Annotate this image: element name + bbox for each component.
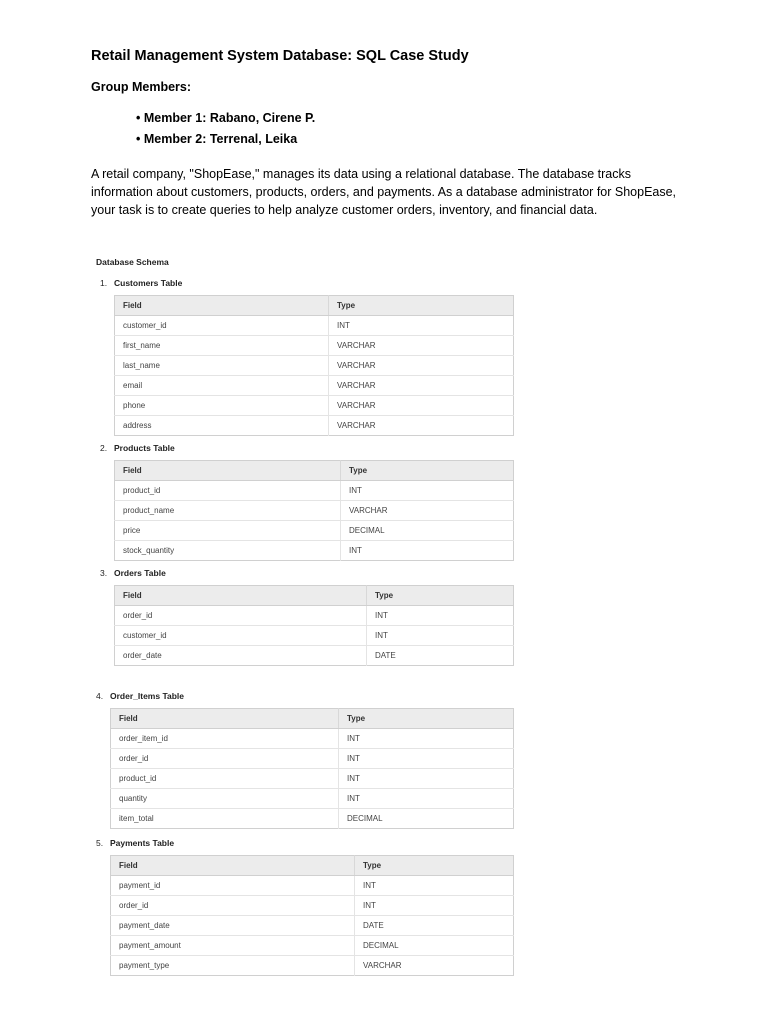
section-number: 1. (100, 278, 108, 288)
field-name-cell: last_name (115, 356, 329, 376)
column-header-type: Type (341, 461, 514, 481)
field-type-cell: INT (339, 789, 514, 809)
section-number: 4. (96, 691, 104, 701)
table-row (111, 769, 514, 789)
field-type-cell: INT (339, 729, 514, 749)
field-type-cell: VARCHAR (329, 396, 514, 416)
column-header-type: Type (367, 586, 514, 606)
field-name-cell: order_id (111, 749, 339, 769)
table-row (115, 396, 514, 416)
section-title-payments (96, 838, 174, 848)
section-label: Orders Table (114, 568, 166, 578)
table-header-row (111, 709, 514, 729)
field-type-cell: VARCHAR (329, 356, 514, 376)
table-row (115, 521, 514, 541)
column-header-type: Type (339, 709, 514, 729)
column-header-field: Field (111, 856, 355, 876)
table-row (111, 809, 514, 829)
field-name-cell: email (115, 376, 329, 396)
order-items-table (110, 708, 514, 829)
intro-paragraph: A retail company, "ShopEase," manages its data using a relational database. The database tracks information about customers, products, orders, and payments. As a database administrator for ShopEase, your task is to create queries to help analyze customer orders, inventory, and financial data. (91, 167, 677, 217)
field-type-cell: INT (355, 896, 514, 916)
field-name-cell: payment_date (111, 916, 355, 936)
field-name-cell: first_name (115, 336, 329, 356)
field-type-cell: INT (339, 749, 514, 769)
table-header-row (111, 856, 514, 876)
field-type-cell: DECIMAL (339, 809, 514, 829)
section-title-orders (100, 568, 166, 578)
table-row (111, 789, 514, 809)
field-name-cell: phone (115, 396, 329, 416)
column-header-field: Field (111, 709, 339, 729)
field-type-cell: DECIMAL (355, 936, 514, 956)
group-members-label: Group Members: (91, 80, 192, 94)
field-name-cell: customer_id (115, 626, 367, 646)
table-row (115, 606, 514, 626)
field-name-cell: quantity (111, 789, 339, 809)
table-row (115, 541, 514, 561)
field-type-cell: DECIMAL (341, 521, 514, 541)
section-title-products (100, 443, 175, 453)
payments-table (110, 855, 514, 976)
field-name-cell: payment_id (111, 876, 355, 896)
column-header-field: Field (115, 586, 367, 606)
table-row (115, 501, 514, 521)
field-name-cell: order_id (111, 896, 355, 916)
field-type-cell: INT (341, 541, 514, 561)
field-type-cell: INT (329, 316, 514, 336)
section-title-order-items (96, 691, 184, 701)
table-row (115, 646, 514, 666)
column-header-field: Field (115, 296, 329, 316)
field-name-cell: customer_id (115, 316, 329, 336)
table-row (115, 376, 514, 396)
field-name-cell: price (115, 521, 341, 541)
field-type-cell: DATE (367, 646, 514, 666)
section-label: Customers Table (114, 278, 183, 288)
field-type-cell: DATE (355, 916, 514, 936)
section-label: Products Table (114, 443, 175, 453)
table-row (115, 626, 514, 646)
table-row (111, 729, 514, 749)
table-header-row (115, 296, 514, 316)
member-item: • Member 2: Terrenal, Leika (136, 131, 315, 152)
table-row (111, 936, 514, 956)
field-type-cell: INT (339, 769, 514, 789)
column-header-type: Type (329, 296, 514, 316)
products-table (114, 460, 514, 561)
field-type-cell: INT (367, 606, 514, 626)
table-row (111, 896, 514, 916)
field-type-cell: INT (355, 876, 514, 896)
field-type-cell: VARCHAR (341, 501, 514, 521)
section-number: 2. (100, 443, 108, 453)
field-name-cell: order_date (115, 646, 367, 666)
table-row (115, 316, 514, 336)
table-header-row (115, 586, 514, 606)
field-type-cell: INT (367, 626, 514, 646)
table-row (111, 916, 514, 936)
field-name-cell: product_id (111, 769, 339, 789)
table-row (111, 876, 514, 896)
column-header-type: Type (355, 856, 514, 876)
field-name-cell: order_id (115, 606, 367, 626)
customers-table (114, 295, 514, 436)
section-label: Order_Items Table (110, 691, 185, 701)
section-number: 5. (96, 838, 104, 848)
column-header-field: Field (115, 461, 341, 481)
field-name-cell: address (115, 416, 329, 436)
table-row (115, 356, 514, 376)
schema-heading: Database Schema (96, 257, 169, 267)
member-item: • Member 1: Rabano, Cirene P. (136, 110, 315, 131)
table-row (115, 336, 514, 356)
field-name-cell: stock_quantity (115, 541, 341, 561)
table-row (115, 481, 514, 501)
table-row (111, 956, 514, 976)
field-type-cell: VARCHAR (329, 416, 514, 436)
members-list (136, 110, 315, 152)
section-label: Payments Table (110, 838, 175, 848)
section-number: 3. (100, 568, 108, 578)
field-type-cell: INT (341, 481, 514, 501)
field-name-cell: payment_type (111, 956, 355, 976)
table-row (115, 416, 514, 436)
field-name-cell: product_name (115, 501, 341, 521)
section-title-customers (100, 278, 182, 288)
field-type-cell: VARCHAR (329, 336, 514, 356)
field-type-cell: VARCHAR (355, 956, 514, 976)
field-name-cell: order_item_id (111, 729, 339, 749)
field-name-cell: product_id (115, 481, 341, 501)
field-type-cell: VARCHAR (329, 376, 514, 396)
table-header-row (115, 461, 514, 481)
field-name-cell: payment_amount (111, 936, 355, 956)
field-name-cell: item_total (111, 809, 339, 829)
table-row (111, 749, 514, 769)
document-title: Retail Management System Database: SQL Case Study (91, 48, 469, 64)
orders-table (114, 585, 514, 666)
